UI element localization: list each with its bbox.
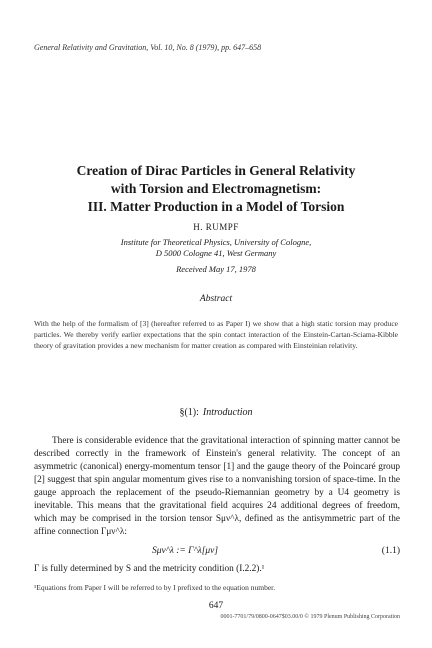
title-line: Creation of Dirac Particles in General Relativity <box>76 163 356 178</box>
footnote: ¹Equations from Paper I will be referred to by I prefixed to the equation number. <box>34 583 276 592</box>
section-heading <box>0 407 432 418</box>
author-affiliation <box>0 237 432 259</box>
equation-1-1 <box>34 546 400 560</box>
title-line: III. Matter Production in a Model of Torsion <box>87 199 345 214</box>
title-line: with Torsion and Electromagnetism: <box>110 181 322 196</box>
body-text-continued: Γ is fully determined by S and the metricity condition (I.2.2).¹ <box>34 564 265 574</box>
copyright-line: 0001-7701/79/0800-0647$03.00/0 © 1979 Plenum Publishing Corporation <box>220 614 400 620</box>
equation-content: Sμν^λ := Γ^λ[μν] <box>152 546 219 556</box>
author-name: H. RUMPF <box>193 222 239 232</box>
affiliation-line: Institute for Theoretical Physics, University of Cologne, <box>120 237 312 247</box>
received-date: Received May 17, 1978 <box>176 264 256 274</box>
section-name: Introduction <box>202 407 253 418</box>
affiliation-line: D 5000 Cologne 41, West Germany <box>155 248 277 258</box>
equation-number: (1.1) <box>381 546 400 556</box>
body-paragraph: There is considerable evidence that the gravitational interaction of spinning matter cannot be described correctly in the framework of Einstein's general relativity. The concept of an asymmetric (canonical) energy-momentum tensor [1] and the gauge theory of the Poincaré group [2] suggest that spin angular momentum gives rise to a nonvanishing torsion of space-time. In the gauge approach the replacement of the pseudo-Riemannian geometry by a U4 geometry is inevitable. This means that the gravitational field acquires 24 additional degrees of freedom, which may be comprised in the torsion tensor Sμν^λ, defined as the antisymmetric part of the affine connection Γμν^λ: <box>34 436 400 537</box>
paper-title <box>20 162 412 216</box>
abstract-text: With the help of the formalism of [3] (hereafter referred to as Paper I) we show that a high static torsion may produce particles. We thereby verify earlier expectations that the spin contact interaction of the Einstein-Cartan-Sciama-Kibble theory of gravitation provides a new mechanism for matter creation as compared with Einsteinian relativity. <box>34 319 398 350</box>
journal-header: General Relativity and Gravitation, Vol. 10, No. 8 (1979), pp. 647–658 <box>34 43 262 52</box>
page-number: 647 <box>208 601 224 611</box>
abstract-heading: Abstract <box>199 294 233 304</box>
body-text <box>34 435 400 539</box>
section-number: §(1): <box>179 407 199 418</box>
